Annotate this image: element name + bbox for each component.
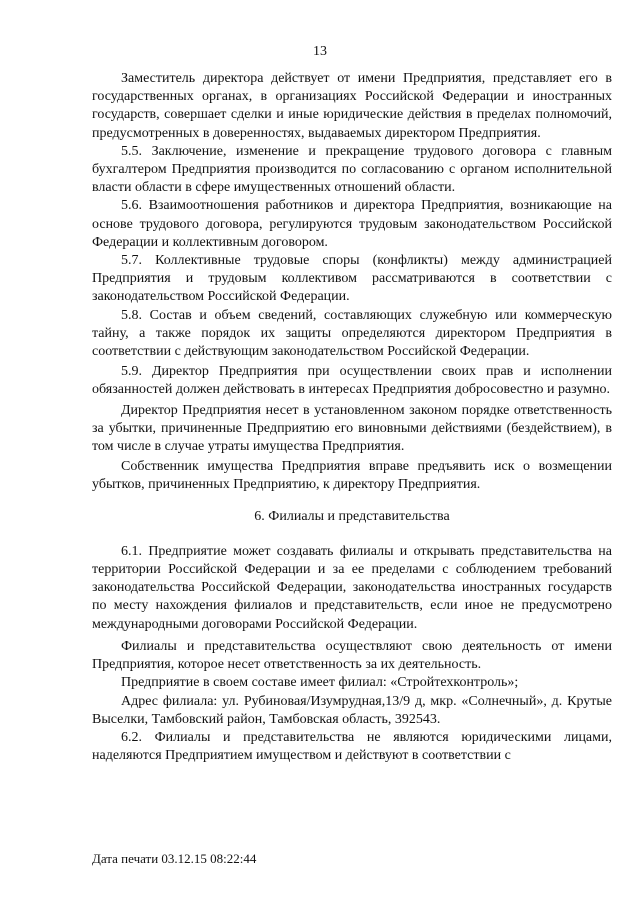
document-body (92, 70, 612, 765)
print-date-footer: Дата печати 03.12.15 08:22:44 (92, 851, 257, 866)
paragraph-branch-name: Предприятие в своем составе имеет филиал: «Стройтехконтроль»; (121, 675, 519, 691)
paragraph-5-6: 5.6. Взаимоотношения работников и директора Предприятия, возникающие на основе трудового договора, регулируются трудовым законодательством Российской Федерации и коллективным договором. (92, 198, 612, 250)
paragraph-6-2: 6.2. Филиалы и представительства не являются юридическими лицами, наделяются Предприятием имуществом и действуют в соответствии с (92, 729, 612, 764)
section-heading: 6. Филиалы и представительства (254, 508, 450, 524)
paragraph-5-5: 5.5. Заключение, изменение и прекращение трудового договора с главным бухгалтером Предприятия производится по согласованию с органом исполнительной власти области в сфере имущественных отношений области. (92, 143, 612, 196)
paragraph-5-7: 5.7. Коллективные трудовые споры (конфликты) между администрацией Предприятия и трудовым коллективом рассматриваются в соответствии с законодательством Российской Федерации. (92, 253, 612, 305)
paragraph-5-9: 5.9. Директор Предприятия при осуществлении своих прав и исполнении обязанностей должен действовать в интересах Предприятия добросовестно и разумно. (92, 364, 612, 398)
paragraph-deputy-director: Заместитель директора действует от имени Предприятия, представляет его в государственных органах, в организациях Российской Федерации и иностранных государств, совершает сделки и иные юридические действия в пределах полномочий, предусмотренных в доверенностях, выдаваемых директором Предприятия. (92, 71, 612, 141)
page-number: 13 (313, 44, 327, 59)
paragraph-6-1: 6.1. Предприятие может создавать филиалы и открывать представительства на территории Российской Федерации и за ее пределами с соблюдением требований законодательства Российской Федерации, законодательства иностранных государств по месту нахождения филиалов и представительств, если иное не предусмотрено международными договорами Российской Федерации. (92, 543, 612, 632)
paragraph-5-8: 5.8. Состав и объем сведений, составляющих служебную или коммерческую тайну, а также порядок их защиты определяются директором Предприятия в соответствии с действующим законодательством Российской Федерации. (92, 307, 612, 360)
paragraph-branch-address: Адрес филиала: ул. Рубиновая/Изумрудная,13/9 д, мкр. «Солнечный», д. Крутые Выселки, Тамбовский район, Тамбовская область, 392543. (92, 693, 612, 727)
paragraph-branch-activity: Филиалы и представительства осуществляют свою деятельность от имени Предприятия, которое несет ответственность за их деятельность. (92, 638, 612, 673)
paragraph-director-liability: Директор Предприятия несет в установленном законом порядке ответственность за убытки, причиненные Предприятию его виновными действиями (бездействием), в том числе в случае утраты имущества Предприятия. (92, 402, 612, 455)
paragraph-owner-claim: Собственник имущества Предприятия вправе предъявить иск о возмещении убытков, причиненных Предприятию, к директору Предприятия. (92, 459, 612, 493)
